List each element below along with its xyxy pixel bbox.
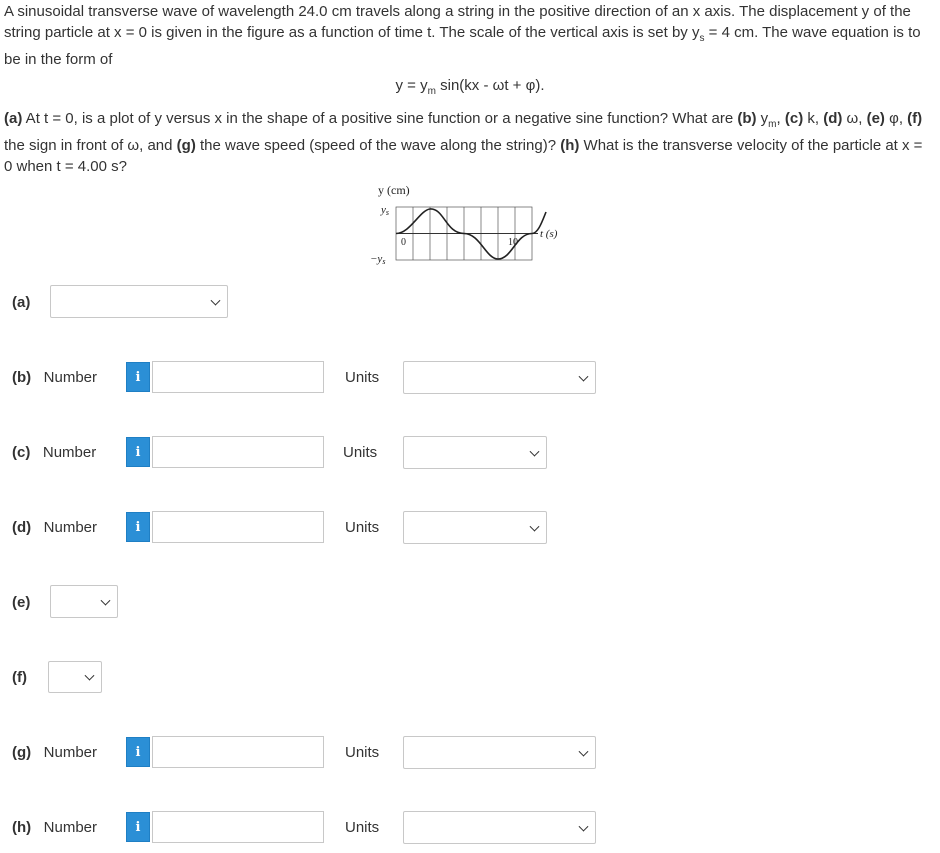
chevron-down-icon bbox=[85, 671, 95, 681]
chevron-down-icon bbox=[579, 821, 589, 831]
wave-equation: $y = y_m$ sin(kx - ωt + φ). bbox=[395, 77, 545, 97]
chevron-down-icon bbox=[101, 595, 111, 605]
info-button-d[interactable] bbox=[126, 512, 150, 542]
answer-a-select[interactable] bbox=[50, 285, 228, 318]
info-icon: i bbox=[135, 369, 141, 385]
answer-h-units-label: Units bbox=[345, 819, 380, 836]
answer-d-label: (d) Number bbox=[12, 519, 98, 536]
displacement-time-figure bbox=[366, 182, 596, 272]
info-button-c[interactable] bbox=[126, 437, 150, 467]
info-icon: i bbox=[135, 744, 141, 760]
answer-b-input[interactable] bbox=[152, 361, 324, 393]
answer-f-label: (f) bbox=[12, 669, 27, 686]
chevron-down-icon bbox=[579, 371, 589, 381]
y-axis-label: y (cm) bbox=[378, 183, 410, 197]
answer-c-units-select[interactable] bbox=[403, 436, 547, 469]
answer-h-input[interactable] bbox=[152, 811, 324, 843]
answer-b-units-select[interactable] bbox=[403, 361, 596, 394]
answer-h-units-select[interactable] bbox=[403, 811, 596, 844]
answer-c-input[interactable] bbox=[152, 436, 324, 468]
answer-f-select[interactable] bbox=[48, 661, 102, 693]
answer-d-input[interactable] bbox=[152, 511, 324, 543]
answer-h-label: (h) Number bbox=[12, 819, 98, 836]
chevron-down-icon bbox=[530, 446, 540, 456]
answer-g-input[interactable] bbox=[152, 736, 324, 768]
answer-c-units-label: Units bbox=[343, 444, 378, 461]
info-button-g[interactable] bbox=[126, 737, 150, 767]
answer-b-label: (b) Number bbox=[12, 369, 98, 386]
y-top-label: ys bbox=[381, 204, 390, 217]
y-bottom-label: −ys bbox=[370, 253, 386, 266]
chevron-down-icon bbox=[530, 521, 540, 531]
answer-e-label: (e) bbox=[12, 594, 31, 611]
displacement-curve bbox=[396, 209, 546, 259]
answer-b-units-label: Units bbox=[345, 369, 380, 386]
info-button-b[interactable] bbox=[126, 362, 150, 392]
chevron-down-icon bbox=[579, 746, 589, 756]
info-icon: i bbox=[135, 519, 141, 535]
answer-c-label: (c) Number bbox=[12, 444, 97, 461]
problem-intro: A sinusoidal transverse wave of wavelength 24.0 cm travels along a string in the positive direction of an x axis. The displacement y of the string particle at x = 0 is given in the figure as a function of time t. The scale of the vertical axis is set by $y_s = 4$ cm. The wave equation is to be in the form of bbox=[4, 3, 921, 68]
t-axis-label: t (s) bbox=[540, 228, 558, 240]
info-icon: i bbox=[135, 819, 141, 835]
answer-a-label: (a) bbox=[12, 294, 31, 311]
info-icon: i bbox=[135, 444, 141, 460]
tick-zero: 0 bbox=[401, 237, 406, 248]
answer-e-select[interactable] bbox=[50, 585, 118, 618]
answer-g-units-select[interactable] bbox=[403, 736, 596, 769]
answer-d-units-label: Units bbox=[345, 519, 380, 536]
chevron-down-icon bbox=[211, 295, 221, 305]
answer-g-units-label: Units bbox=[345, 744, 380, 761]
answer-g-label: (g) Number bbox=[12, 744, 98, 761]
question-text: (a) At t = 0, is a plot of y versus x in the shape of a positive sine function or a negative sine function? What are (b) $y_m$, (c) k, (d) ω, (e) φ, (f) the sign in front of ω, and (g) the wave speed (speed of the wave along the string)? (h) What is the transverse velocity of the particle at x = 0 when t = 4.00 s? bbox=[4, 110, 923, 175]
info-button-h[interactable] bbox=[126, 812, 150, 842]
tick-ten: 10 bbox=[508, 237, 518, 248]
answer-d-units-select[interactable] bbox=[403, 511, 547, 544]
